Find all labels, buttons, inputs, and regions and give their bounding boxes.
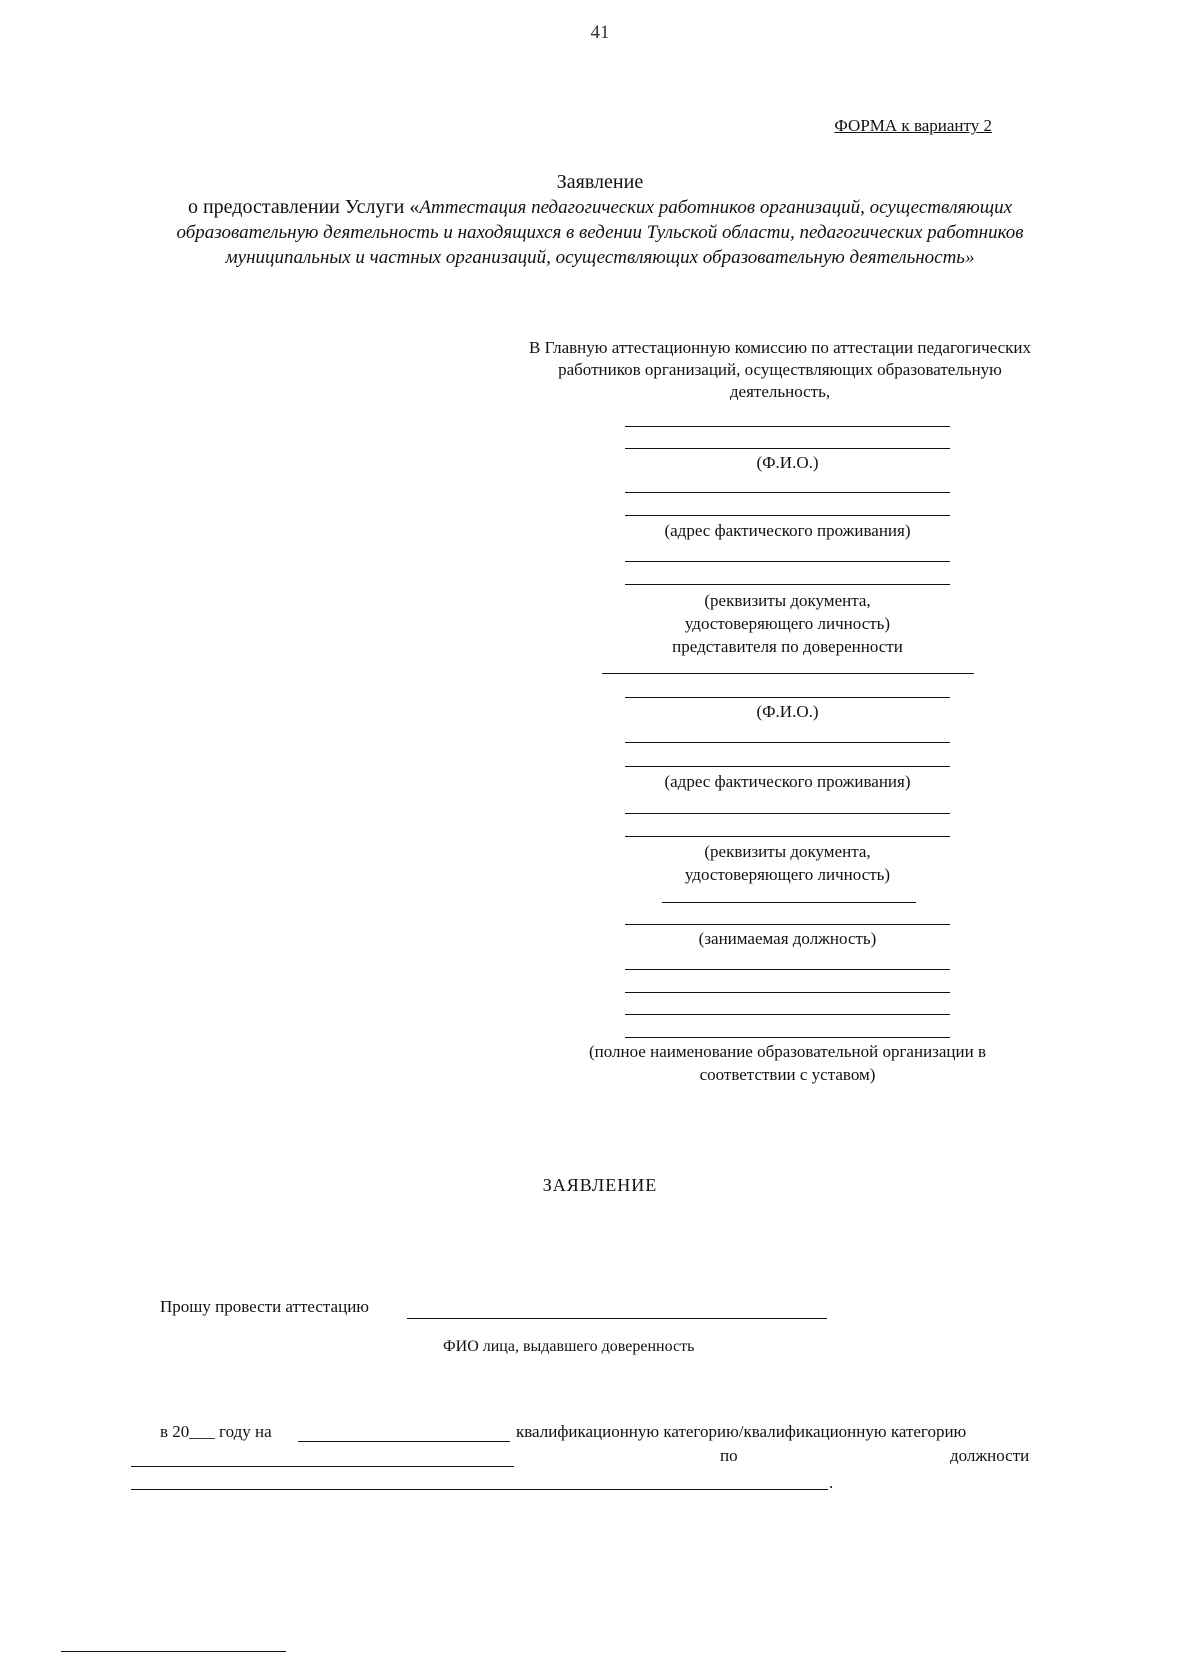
address-caption-2: (адрес фактического проживания) [664, 772, 911, 791]
year-prefix: в 20___ году на [160, 1422, 272, 1441]
fio-line-2[interactable] [625, 697, 950, 698]
id-doc-line-1b[interactable] [625, 584, 950, 585]
statement-heading: ЗАЯВЛЕНИЕ [542, 1175, 658, 1195]
request-text: Прошу провести аттестацию [160, 1297, 369, 1316]
id-doc-line-2a[interactable] [625, 813, 950, 814]
id-doc-caption-1: (реквизиты документа, удостоверяющего личность) [684, 591, 891, 633]
fio-line-1b[interactable] [625, 448, 950, 449]
id-doc-line-1a[interactable] [625, 561, 950, 562]
id-doc-caption-2: (реквизиты документа, удостоверяющего личность) [684, 842, 891, 884]
addressee-text: В Главную аттестационную комиссию по аттестации педагогических работников организаций, осуществляющих образовательную деятельность, [528, 338, 1031, 401]
fio-line-1a[interactable] [625, 426, 950, 427]
org-line-b[interactable] [625, 992, 950, 993]
document-title [140, 170, 1060, 270]
representative-caption: представителя по доверенности [672, 637, 903, 656]
footnote-separator [61, 1651, 286, 1652]
request-fio-caption: ФИО лица, выдавшего доверенность [443, 1338, 695, 1355]
position-word: должности [950, 1446, 1030, 1465]
fio-caption-2: (Ф.И.О.) [756, 702, 819, 721]
title-suffix: » [964, 247, 975, 268]
org-line-c[interactable] [625, 1014, 950, 1015]
title-word: Заявление [556, 171, 644, 193]
representative-line[interactable] [602, 673, 974, 674]
po-word: по [720, 1446, 738, 1465]
address-caption-1: (адрес фактического проживания) [664, 521, 911, 540]
title-prefix: о предоставлении Услуги « [187, 196, 420, 218]
position-caption: (занимаемая должность) [698, 929, 877, 948]
address-line-2a[interactable] [625, 742, 950, 743]
id-doc-line-2c[interactable] [662, 902, 916, 903]
org-line-d[interactable] [625, 1037, 950, 1038]
position-line[interactable] [625, 924, 950, 925]
position-name-line-b[interactable] [131, 1489, 828, 1490]
org-line-a[interactable] [625, 969, 950, 970]
address-line-1a[interactable] [625, 492, 950, 493]
id-doc-line-2b[interactable] [625, 836, 950, 837]
page-number: 41 [590, 22, 610, 43]
address-line-2b[interactable] [625, 766, 950, 767]
org-name-caption: (полное наименование образовательной организации в соответствии с уставом) [588, 1042, 987, 1084]
end-dot: . [829, 1473, 834, 1492]
form-variant-tag: ФОРМА к варианту 2 [834, 116, 992, 135]
request-fio-line[interactable] [407, 1318, 827, 1319]
position-name-line-a[interactable] [131, 1466, 514, 1467]
fio-caption-1: (Ф.И.О.) [756, 453, 819, 472]
service-name: Аттестация педагогических работников организаций, осуществляющих образовательную деятельность и находящихся в ведении Тульской области, педагогических работников муниципальных и частных организаций, осуществляющих образовательную деятельность [176, 197, 1024, 268]
category-text: квалификационную категорию/квалификационную категорию [516, 1422, 967, 1441]
address-line-1b[interactable] [625, 515, 950, 516]
category-line[interactable] [298, 1441, 510, 1442]
